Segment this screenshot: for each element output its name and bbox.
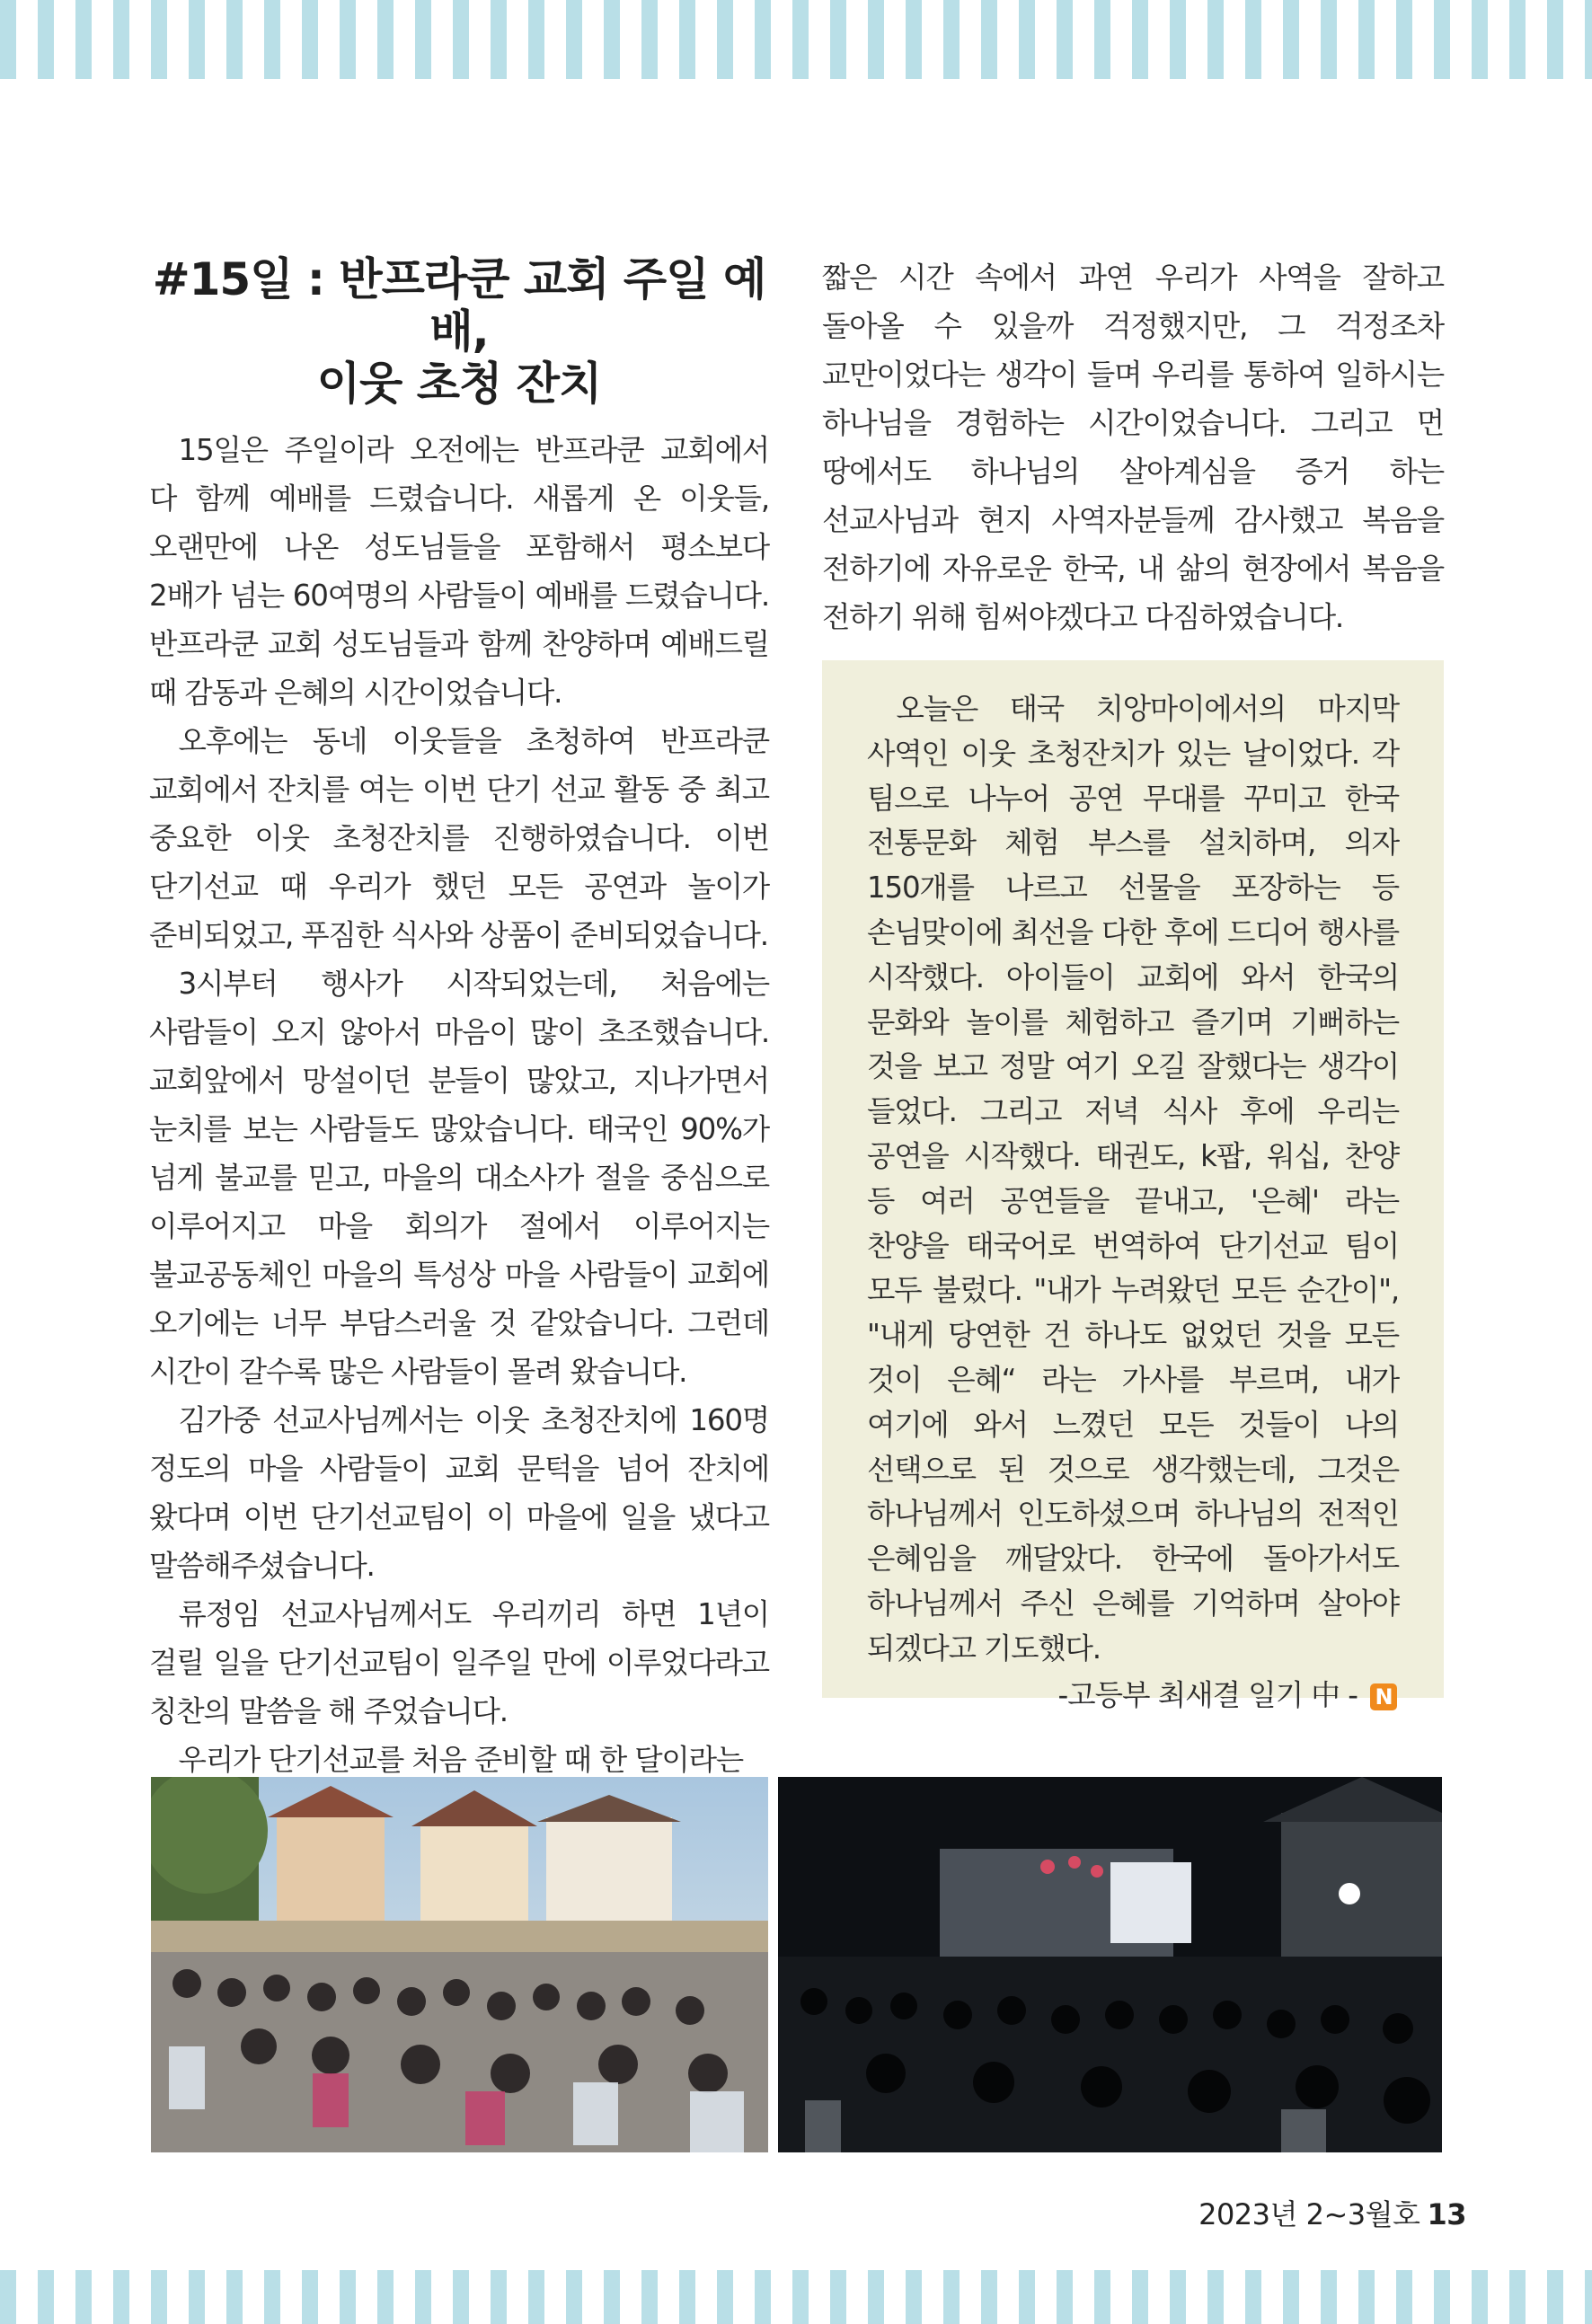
article-title bbox=[149, 253, 769, 410]
diary-excerpt-box bbox=[822, 660, 1444, 1712]
article-paragraph: 짧은 시간 속에서 과연 우리가 사역을 잘하고 돌아올 수 있을까 걱정했지만, 그 걱정조차 교만이었다는 생각이 들며 우리를 통하여 일하시는 하나님을 경험하는 시간이었습니다. 그리고 먼 땅에서도 하나님의 살아계심을 증거 하는 선교사님과 현지 사역자분들께 감사했고 복음을 전하기에 자유로운 한국, 내 삶의 현장에서 복음을 전하기 위해 힘써야겠다고 다짐하였습니다. bbox=[822, 261, 1444, 634]
diary-signature bbox=[867, 1672, 1399, 1719]
article-title-line2: 이웃 초청 잔치 bbox=[316, 358, 602, 410]
article-paragraph: 우리가 단기선교를 처음 준비할 때 한 달이라는 bbox=[178, 1743, 743, 1777]
article-title-line1: #15일 : 반프라쿤 교회 주일 예배, bbox=[152, 253, 766, 358]
article-paragraph: 3시부터 행사가 시작되었는데, 처음에는 사람들이 오지 않아서 마음이 많이 초조했습니다. 교회앞에서 망설이던 분들이 많았고, 지나가면서 눈치를 보는 사람들도 많았습니다. 태국인 90%가 넘게 불교를 믿고, 마을의 대소사가 절을 중심으로 이루어지고 마을 회의가 절에서 이루어지는 불교공동체인 마을의 특성상 마을 사람들이 교회에 오기에는 너무 부담스러울 것 같았습니다. 그런데 시간이 갈수록 많은 사람들이 몰려 왔습니다. bbox=[149, 967, 769, 1389]
article-paragraph: 김가중 선교사님께서는 이웃 초청잔치에 160명 정도의 마을 사람들이 교회 문턱을 넘어 잔치에 왔다며 이번 단기선교팀이 이 마을에 일을 냈다고 말씀해주셨습니다. bbox=[149, 1403, 769, 1583]
article-right-column bbox=[822, 253, 1444, 641]
top-stripe-border bbox=[0, 0, 1592, 79]
article-paragraph: 15일은 주일이라 오전에는 반프라쿤 교회에서 다 함께 예배를 드렸습니다. 새롭게 온 이웃들, 오랜만에 나온 성도님들을 포함해서 평소보다 2배가 넘는 60여명의 사람들이 예배를 드렸습니다. 반프라쿤 교회 성도님들과 함께 찬양하며 예배드릴 때 감동과 은혜의 시간이었습니다. bbox=[149, 433, 769, 710]
page-footer bbox=[1198, 2192, 1466, 2233]
article-paragraph: 류정임 선교사님께서도 우리끼리 하면 1년이 걸릴 일을 단기선교팀이 일주일 만에 이루었다라고 칭찬의 말씀을 해 주었습니다. bbox=[149, 1597, 769, 1728]
photo-night-performance bbox=[778, 1777, 1442, 2152]
photo-daytime-gathering bbox=[151, 1777, 768, 2152]
page-number: 13 bbox=[1427, 2197, 1466, 2231]
article-paragraph: 오후에는 동네 이웃들을 초청하여 반프라쿤 교회에서 잔치를 여는 이번 단기 선교 활동 중 최고 중요한 이웃 초청잔치를 진행하였습니다. 이번 단기선교 때 우리가 했던 모든 공연과 놀이가 준비되었고, 푸짐한 식사와 상품이 준비되었습니다. bbox=[149, 724, 769, 952]
article-left-column bbox=[149, 253, 769, 1784]
issue-label: 2023년 2~3월호 bbox=[1198, 2197, 1420, 2231]
diary-text: 오늘은 태국 치앙마이에서의 마지막 사역인 이웃 초청잔치가 있는 날이었다. 각 팀으로 나누어 공연 무대를 꾸미고 한국 전통문화 체험 부스를 설치하며, 의자 150개를 나르고 선물을 포장하는 등 손님맞이에 최선을 다한 후에 드디어 행사를 시작했다. 아이들이 교회에 와서 한국의 문화와 놀이를 체험하고 즐기며 기뻐하는 것을 보고 정말 여기 오길 잘했다는 생각이 들었다. 그리고 저녁 식사 후에 우리는 공연을 시작했다. 태권도, k팝, 워십, 찬양 등 여러 공연들을 끝내고, '은혜' 라는 찬양을 태국어로 번역하여 단기선교 팀이 모두 불렀다. "내가 누려왔던 모든 순간이", "내게 당연한 건 하나도 없었던 것을 모든 것이 은혜“ 라는 가사를 부르며, 내가 여기에 와서 느꼈던 모든 것들이 나의 선택으로 된 것으로 생각했는데, 그것은 하나님께서 인도하셨으며 하나님의 전적인 은혜임을 깨달았다. 한국에 돌아가서도 하나님께서 주신 은혜를 기억하며 살아야 되겠다고 기도했다. bbox=[867, 692, 1399, 1666]
diary-signature-text: -고등부 최새결 일기 中 - bbox=[1057, 1677, 1358, 1712]
n-logo-icon: N bbox=[1370, 1683, 1397, 1710]
bottom-stripe-border bbox=[0, 2270, 1592, 2324]
